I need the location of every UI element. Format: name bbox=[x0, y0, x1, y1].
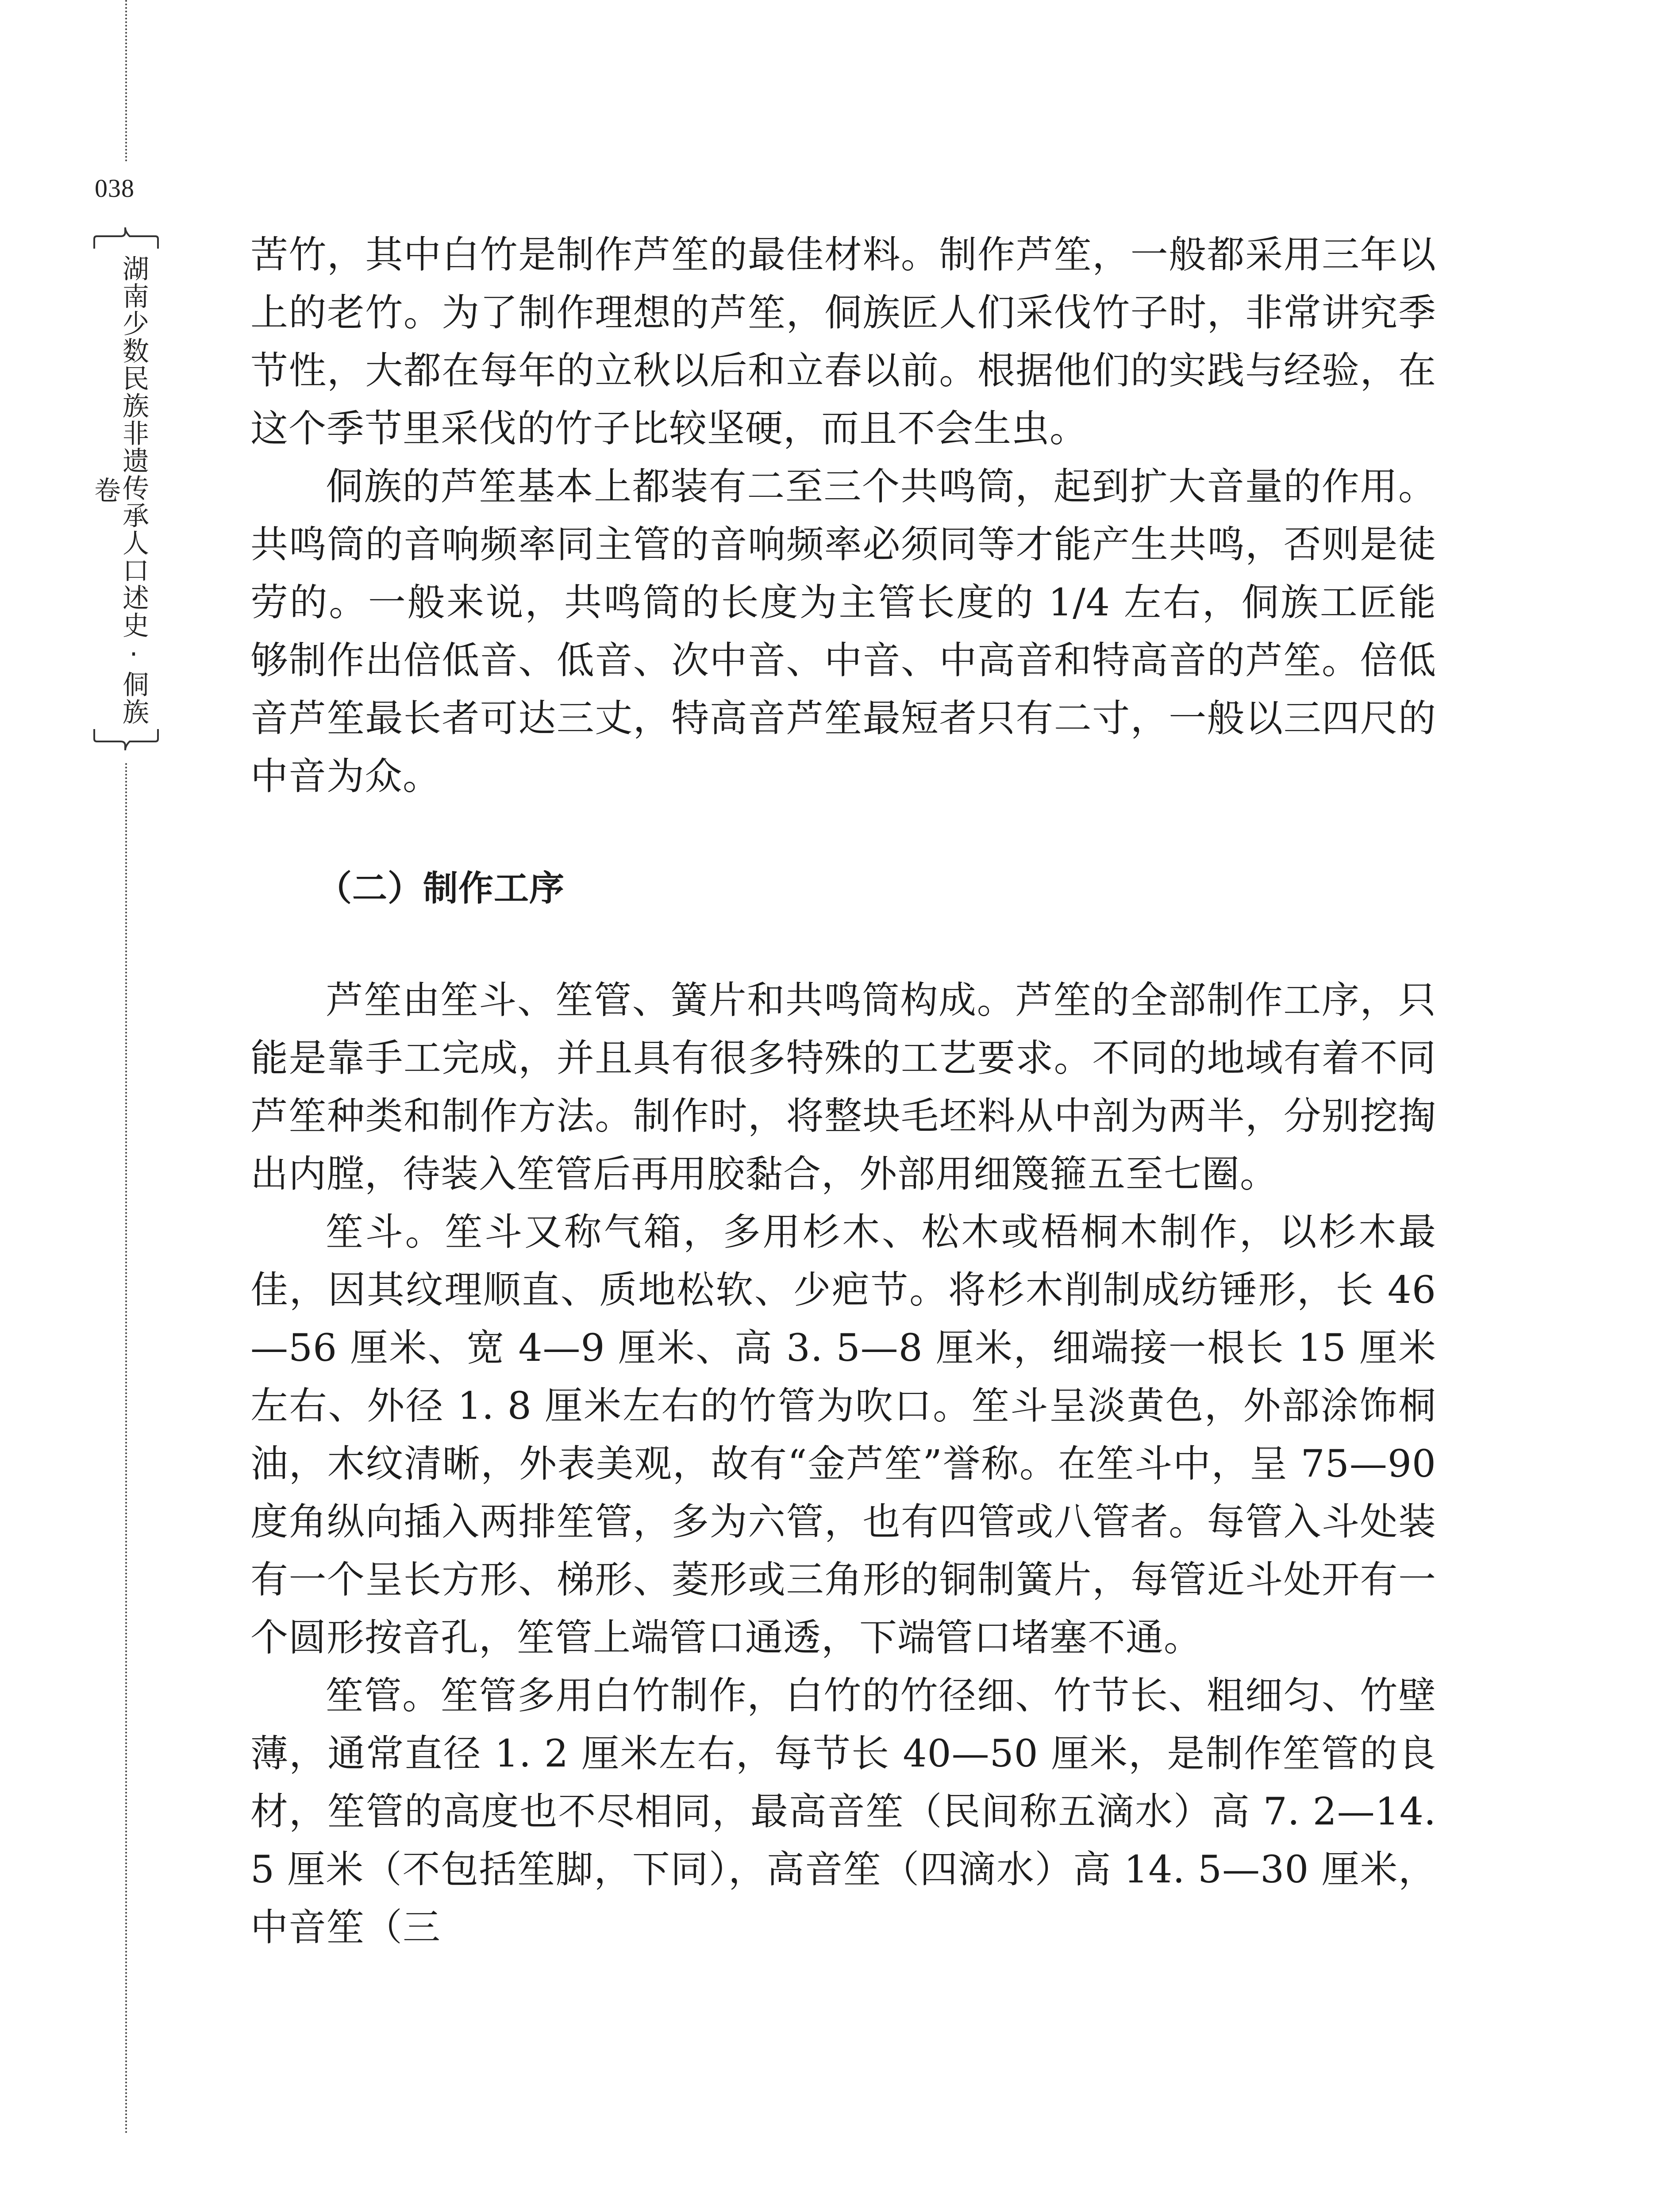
paragraph: 芦笙由笙斗、笙管、簧片和共鸣筒构成。芦笙的全部制作工序，只能是靠手工完成，并且具有很多特殊的工艺要求。不同的地域有着不同芦笙种类和制作方法。制作时，将整块毛坯料从中剖为两半，分别挖掏出内膛，待装入笙管后再用胶黏合，外部用细篾箍五至七圈。 bbox=[250, 979, 1436, 1196]
paragraph: 苦竹，其中白竹是制作芦笙的最佳材料。制作芦笙，一般都采用三年以上的老竹。为了制作理想的芦笙，侗族匠人们采伐竹子时，非常讲究季节性，大都在每年的立秋以后和立春以前。根据他们的实践与经验，在这个季节里采伐的竹子比较坚硬，而且不会生虫。 bbox=[250, 233, 1436, 451]
running-title-vertical: 湖南少数民族非遗传承人口述史·侗族卷 bbox=[90, 255, 149, 726]
body-text bbox=[250, 226, 1436, 1957]
margin-dotted-rule-top bbox=[125, 0, 127, 161]
section-heading: （二）制作工序 bbox=[317, 868, 565, 909]
paragraph: 笙斗。笙斗又称气箱，多用杉木、松木或梧桐木制作，以杉木最佳，因其纹理顺直、质地松软、少疤节。将杉木削制成纺锤形，长 46—56 厘米、宽 4—9 厘米、高 3. 5—8 厘米，细端接一根长 15 厘米左右、外径 1. 8 厘米左右的竹管为吹口。笙斗呈淡黄色，外部涂饰桐油，木纹清晰，外表美观，故有“金芦笙”誉称。在笙斗中，呈 75—90 度角纵向插入两排笙管，多为六管，也有四管或八管者。每管入斗处装有一个呈长方形、梯形、菱形或三角形的铜制簧片，每管近斗处开有一个圆形按音孔，笙管上端管口通透，下端管口堵塞不通。 bbox=[250, 1210, 1436, 1660]
margin-dotted-rule-bottom bbox=[125, 763, 127, 2135]
title-bracket-bottom bbox=[91, 726, 162, 752]
title-bracket-top bbox=[91, 226, 162, 251]
page-number: 038 bbox=[95, 174, 135, 203]
paragraph: 侗族的芦笙基本上都装有二至三个共鸣筒，起到扩大音量的作用。共鸣筒的音响频率同主管的音响频率必须同等才能产生共鸣，否则是徒劳的。一般来说，共鸣筒的长度为主管长度的 1/4 左右，侗族工匠能够制作出倍低音、低音、次中音、中音、中高音和特高音的芦笙。倍低音芦笙最长者可达三丈，特高音芦笙最短者只有二寸，一般以三四尺的中音为众。 bbox=[250, 465, 1436, 799]
paragraph: 笙管。笙管多用白竹制作，白竹的竹径细、竹节长、粗细匀、竹壁薄，通常直径 1. 2 厘米左右，每节长 40—50 厘米，是制作笙管的良材，笙管的高度也不尽相同，最高音笙（民间称五滴水）高 7. 2—14. 5 厘米（不包括笙脚，下同），高音笙（四滴水）高 14. 5—30 厘米，中音笙（三 bbox=[250, 1674, 1436, 1950]
